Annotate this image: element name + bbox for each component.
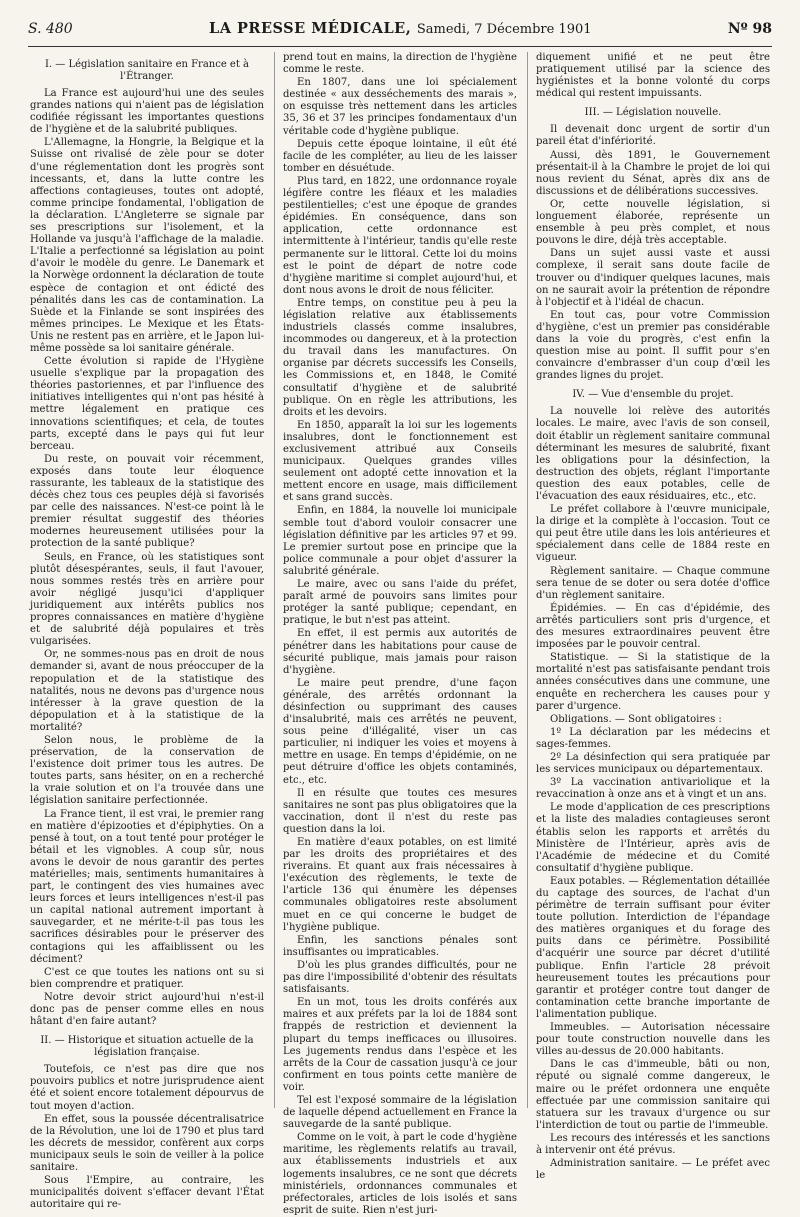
paragraph: En effet, il est permis aux autorités de pénétrer dans les habitations pour cause de sécurité publique, mais jamais pour raison d'hygiène. <box>283 628 517 676</box>
section-heading: I. — Législation sanitaire en France et à l'Étranger. <box>44 59 249 82</box>
paragraph: Le maire, avec ou sans l'aide du préfet, paraît armé de pouvoirs sans limites pour protéger la santé publique; cependant, en pratique, le but n'est pas atteint. <box>283 579 517 627</box>
paragraph: Toutefois, ce n'est pas dire que nos pouvoirs publics et notre jurisprudence aient été et soient encore totalement dépourvus de tout moyen d'action. <box>30 1064 264 1112</box>
paragraph: Notre devoir strict aujourd'hui n'est-il donc pas de penser comme elles en nous hâtant d'en faire autant? <box>30 991 264 1028</box>
section-heading: III. — Législation nouvelle. <box>584 107 722 119</box>
paragraph: En un mot, tous les droits conférés aux maires et aux préfets par la loi de 1884 sont frappés de restriction et deviennent la plupart du temps inefficaces ou illusoires. Les jugements rendus dans l'espèce et les arrêts de la Cour de cassation jusqu'à ce jour confirment en tous points cette manière de voir. <box>283 997 517 1093</box>
paragraph: C'est ce que toutes les nations ont su si bien comprendre et pratiquer. <box>30 966 264 990</box>
paragraph: 3º La vaccination antivariolique et la revaccination à onze ans et à vingt et un ans. <box>536 777 770 801</box>
paragraph: Obligations. — Sont obligatoires : <box>550 713 722 725</box>
paragraph: En 1807, dans une loi spécialement destinée « aux desséchements des marais », on esquisse très nettement dans les articles 35, 36 et 37 les principes fondamentaux d'un véritable code d'hygiène publique. <box>283 77 517 137</box>
paragraph: Eaux potables. — Réglementation détaillée du captage des sources, de l'achat d'un périmètre de terrain suffisant pour éviter toute pollution. Interdiction de l'épandage des matières organiques et du forage des puits dans ce périmètre. Possibilité d'acquérir une source par décret d'utilité publique. Enfin l'article 28 prévoit heureusement toutes les précautions pour garantir et protéger contre tout danger de contamination cette branche importante de l'alimentation publique. <box>536 875 770 1020</box>
header-rule <box>28 46 772 47</box>
paragraph: Selon nous, le problème de la préservation, de la conservation de l'existence doit primer tous les autres. De toutes parts, sans hésiter, on en a recherché la vraie solution et on l'a trouvée dans une législation sanitaire perfectionnée. <box>30 734 264 807</box>
column-3 <box>527 52 770 1182</box>
page-number: S. 480 <box>28 21 73 37</box>
paragraph: Épidémies. — En cas d'épidémie, des arrêtés particuliers sont pris d'urgence, et des mesures extraordinaires peuvent être imposées par le pouvoir central. <box>536 602 770 651</box>
paragraph: La France est aujourd'hui une des seules grandes nations qui n'aient pas de législation codifiée régissant les importantes questions de l'hygiène et de la salubrité publiques. <box>30 88 264 136</box>
paragraph: La nouvelle loi relève des autorités locales. Le maire, avec l'avis de son conseil, doit établir un règlement sanitaire communal déterminant les mesures de salubrité, fixant les obligations pour la désinfection, la destruction des objets, réglant l'importante question des eaux potables, celle de l'évacuation des eaux résiduaires, etc., etc. <box>536 406 770 502</box>
paragraph: Le préfet collabore à l'œuvre municipale, la dirige et la complète à l'occasion. Tout ce qui peut être utile dans les lois antérieures et spécialement dans celle de 1884 reste en vigueur. <box>536 504 770 564</box>
paragraph: 1º La déclaration par les médecins et sages-femmes. <box>536 726 770 750</box>
paragraph: Le mode d'application de ces prescriptions et la liste des maladies contagieuses seront établis selon les rapports et arrêtés du Ministère de l'Intérieur, après avis de l'Académie de médecine et du Comité consultatif d'hygiène publique. <box>536 802 770 874</box>
section-heading: IV. — Vue d'ensemble du projet. <box>572 389 734 401</box>
paragraph: La France tient, il est vrai, le premier rang en matière d'épizooties et d'épiphyties. On a pensé à tout, on a tout tenté pour protéger le bétail et les vignobles. A coup sûr, nous avons le devoir de nous garantir des pertes matérielles; mais, sentiments humanitaires à part, le contingent des vies humaines avec leurs forces et leurs intelligences n'est-il pas un capital national autrement important à sauvegarder, et ne mérite-t-il pas tous les sacrifices désirables pour le préserver des contagions qui les affaiblissent ou les déciment? <box>30 808 264 965</box>
paragraph: En effet, sous la poussée décentralisatrice de la Révolution, une loi de 1790 et plus tard les décrets de messidor, confèrent aux corps municipaux seuls le soin de veiller à la police sanitaire. <box>30 1113 264 1173</box>
article-columns <box>30 52 770 1216</box>
paragraph: L'Allemagne, la Hongrie, la Belgique et la Suisse ont rivalisé de zèle pour se doter d'une réglementation dont les progrès sont incessants, et, dans la lutte contre les affections contagieuses, toutes ont adopté, comme principe fondamental, l'obligation de la déclaration. L'Angleterre se signale par ses prescriptions sur l'isolement, et la Hollande va jusqu'à l'affichage de la maladie. L'Italie a perfectionné sa législation au point d'avoir le modèle du genre. Le Danemark et la Norwège ordonnent la déclaration de toute espèce de contagion et ont édicté des pénalités dans les cas de contamination. La Suède et la Finlande se sont inspirées des mêmes principes. Le Mexique et les États-Unis ne restent pas en arrière, et le Japon lui-même possède sa loi sanitaire générale. <box>30 137 264 354</box>
paragraph: Cette évolution si rapide de l'Hygiène usuelle s'explique par la propagation des théories pastoriennes, et par l'influence des initiatives intelligentes qui n'ont pas hésité à mettre légalement en pratique ces innovations scientifiques; et cela, de toutes parts, excepté dans le pays qui fut leur berceau. <box>30 356 264 452</box>
paragraph: Or, cette nouvelle législation, si longuement élaborée, représente un ensemble à peu près complet, et nous pouvons le dire, déjà très acceptable. <box>536 198 770 247</box>
paragraph: Dans un sujet aussi vaste et aussi complexe, il serait sans doute facile de trouver ou d'indiquer quelques lacunes, mais on ne saurait avoir la prétention de répondre à l'objectif et à l'idéal de chacun. <box>536 248 770 308</box>
paragraph: 2º La désinfection qui sera pratiquée par les services municipaux ou départementaux. <box>536 751 770 776</box>
paragraph: D'où les plus grandes difficultés, pour ne pas dire l'impossibilité d'obtenir des résultats satisfaisants. <box>283 959 517 996</box>
paragraph: Il devenait donc urgent de sortir d'un pareil état d'infériorité. <box>536 124 770 148</box>
paragraph: Immeubles. — Autorisation nécessaire pour toute construction nouvelle dans les villes au-dessus de 20.000 habitants. <box>536 1022 770 1058</box>
paragraph: Règlement sanitaire. — Chaque commune sera tenue de se doter ou sera dotée d'office d'un règlement sanitaire. <box>536 565 770 601</box>
paragraph: En 1850, apparaît la loi sur les logements insalubres, dont le fonctionnement est exclusivement attribué aux Conseils municipaux. Quelques grandes villes seulement ont adopté cette innovation et la mettent encore en usage, mais difficilement et sans grand succès. <box>283 419 517 504</box>
paragraph: Statistique. — Si la statistique de la mortalité n'est pas satisfaisante pendant trois années consécutives dans une commune, une enquête en recherchera les causes pour y parer d'urgence. <box>536 652 770 712</box>
section-heading: II. — Historique et situation actuelle de la législation française. <box>40 1035 254 1059</box>
paragraph: Enfin, les sanctions pénales sont insuffisantes ou impraticables. <box>283 934 517 958</box>
column-1 <box>30 52 264 1211</box>
paragraph: Dans le cas d'immeuble, bâti ou non, réputé ou signalé comme dangereux, le maire ou le préfet ordonnera une enquête effectuée par une commission sanitaire qui statuera sur les travaux d'urgence ou sur l'interdiction de tout ou partie de l'immeuble. <box>536 1059 770 1131</box>
paragraph: Entre temps, on constitue peu à peu la législation relative aux établissements industriels classés comme insalubres, incommodes ou dangereux, et à la protection du travail dans les manufactures. On organise par décrets successifs les Conseils, les Commissions et, en 1848, le Comité consultatif d'hygiène et de salubrité publique. On en règle les attributions, les droits et les devoirs. <box>283 297 517 418</box>
paragraph: Plus tard, en 1822, une ordonnance royale légifère contre les fléaux et les maladies pestilentielles; c'est une époque de grandes épidémies. En conséquence, dans son application, cette ordonnance est intermittente à l'intérieur, tandis qu'elle reste permanente sur le littoral. Cette loi du moins est le point de départ de notre code d'hygiène maritime si complet aujourd'hui, et dont nous avons le droit de nous féliciter. <box>283 175 517 296</box>
paragraph: Depuis cette époque lointaine, il eût été facile de les compléter, au lieu de les laisser tomber en désuétude. <box>283 138 517 174</box>
issue-number: Nº 98 <box>727 21 772 37</box>
paragraph: Aussi, dès 1891, le Gouvernement présentait-il à la Chambre le projet de loi qui nous revient du Sénat, après dix ans de discussions et de délibérations successives. <box>536 149 770 197</box>
paragraph: Or, ne sommes-nous pas en droit de nous demander si, avant de nous préoccuper de la repopulation et de la statistique des natalités, nous ne devons pas d'urgence nous intéresser à la grave question de la dépopulation et à la statistique de la mortalité? <box>30 649 264 733</box>
paragraph: En matière d'eaux potables, on est limité par les droits des propriétaires et des riverains. Et quant aux frais nécessaires à l'exécution des règlements, le texte de l'article 136 qui énumère les dépenses communales obligatoires reste absolument muet en ce qui concerne le budget de l'hygiène publique. <box>283 837 517 933</box>
paragraph: Tel est l'exposé sommaire de la législation de laquelle dépend actuellement en France la sauvegarde de la santé publique. <box>283 1094 517 1131</box>
journal-masthead <box>209 20 592 37</box>
paragraph: Les recours des intéressés et les sanctions à intervenir ont été prévus. <box>536 1132 770 1156</box>
page-header <box>28 20 772 42</box>
column-2 <box>274 52 517 1216</box>
paragraph: Administration sanitaire. — Le préfet avec le <box>536 1158 770 1182</box>
paragraph: Le maire peut prendre, d'une façon générale, des arrêtés ordonnant la désinfection ou supprimant des causes d'insalubrité, mais ces arrêtés ne peuvent, sous peine d'illégalité, viser un cas particulier, ni indiquer les voies et moyens à mettre en usage. En temps d'épidémie, on ne peut détruire d'office les objets contaminés, etc., etc. <box>283 677 517 786</box>
paragraph: Enfin, en 1884, la nouvelle loi municipale semble tout d'abord vouloir consacrer une législation définitive par les articles 97 et 99. Le premier surtout pose en principe que la police communale a pour objet d'assurer la salubrité générale. <box>283 505 517 577</box>
issue-date: Samedi, 7 Décembre 1901 <box>416 22 592 37</box>
paragraph: Comme on le voit, à part le code d'hygiène maritime, les règlements relatifs au travail, aux établissements industriels et aux logements insalubres, ce ne sont que décrets ministériels, ordonnances communales et préfectorales, articles de lois isolés et sans esprit de suite. Rien n'est juri- <box>283 1132 517 1216</box>
paragraph: diquement unifié et ne peut être pratiquement utilisé par la science des hygiénistes et la bonne volonté du corps médical qui restent impuissants. <box>536 52 770 100</box>
paragraph: Du reste, on pouvait voir récemment, exposés dans toute leur éloquence rassurante, les tableaux de la statistique des décès chez tous ces peuples déjà si favorisés par celle des naissances. N'est-ce point là le premier résultat suggestif des théories modernes heureusement utilisées pour la protection de la santé publique? <box>30 453 264 550</box>
paragraph: Il en résulte que toutes ces mesures sanitaires ne sont pas plus obligatoires que la vaccination, dont il n'est du reste pas question dans la loi. <box>283 787 517 835</box>
paragraph: Seuls, en France, où les statistiques sont plutôt désespérantes, seuls, il faut l'avouer, nous sommes restés très en arrière pour avoir négligé jusqu'ici d'appliquer juridiquement aux intérêts publics nos propres connaissances en matière d'hygiène et de salubrité déjà populaires et très vulgarisées. <box>30 551 264 648</box>
journal-title: LA PRESSE MÉDICALE, <box>209 20 412 37</box>
paragraph: En tout cas, pour votre Commission d'hygiène, c'est un premier pas considérable dans la voie du progrès, c'est enfin la question mise au point. Il suffit pour s'en convaincre d'embrasser d'un coup d'œil les grandes lignes du projet. <box>536 309 770 382</box>
paragraph: Sous l'Empire, au contraire, les municipalités doivent s'effacer devant l'État autoritaire qui re- <box>30 1175 264 1211</box>
paragraph: prend tout en mains, la direction de l'hygiène comme le reste. <box>283 52 517 76</box>
